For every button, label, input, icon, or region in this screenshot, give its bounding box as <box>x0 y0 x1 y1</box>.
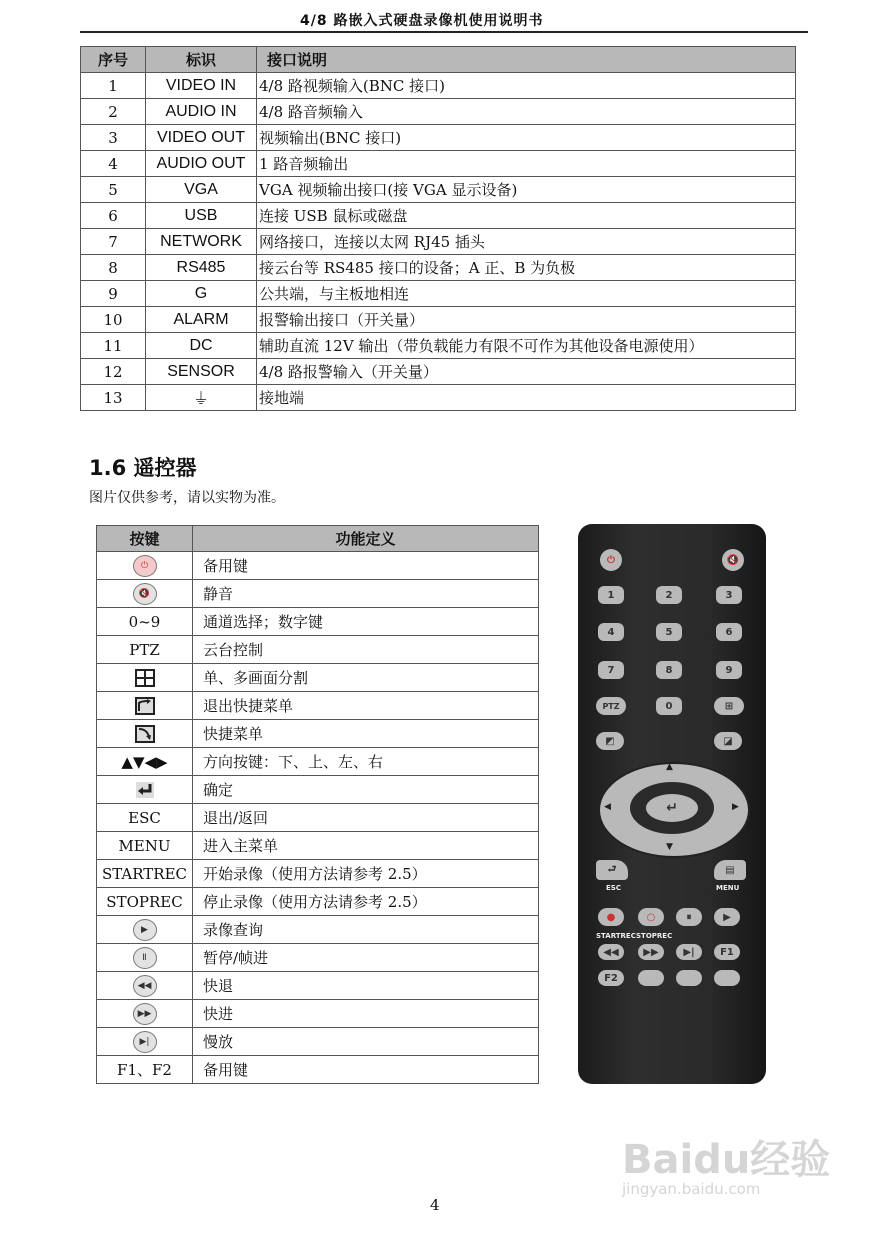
remote-blank-button-1 <box>638 970 664 986</box>
rewind-icon: ◀◀ <box>133 976 157 994</box>
port-number: 8 <box>81 255 146 281</box>
remote-mute-icon: 🔇 <box>722 549 744 571</box>
remote-keys-table <box>96 525 539 1084</box>
play-icon: ▶ <box>133 920 157 938</box>
port-identifier: AUDIO OUT <box>146 151 257 177</box>
remote-startrec-button: ● <box>598 908 624 926</box>
key-function: 进入主菜单 <box>193 832 539 860</box>
key-icon-cell <box>97 776 193 804</box>
remote-rewind-button: ◀◀ <box>598 944 624 960</box>
key-icon-cell <box>97 692 193 720</box>
remote-power-icon: ⏻ <box>600 549 622 571</box>
table-row <box>97 944 539 972</box>
key-function: 慢放 <box>193 1028 539 1056</box>
table-row <box>97 608 539 636</box>
table-row <box>97 720 539 748</box>
remote-up-arrow-icon: ▲ <box>666 762 673 772</box>
port-identifier: VIDEO IN <box>146 73 257 99</box>
port-identifier: AUDIO IN <box>146 99 257 125</box>
remote-blank-button-2 <box>676 970 702 986</box>
header-id: 标识 <box>146 47 257 73</box>
header-title: 4/8 路嵌入式硬盘录像机使用说明书 <box>300 13 544 29</box>
table-row <box>81 255 796 281</box>
remote-slow-play-button: ▶| <box>676 944 702 960</box>
remote-key-1: 1 <box>598 586 624 604</box>
key-function: 云台控制 <box>193 636 539 664</box>
port-identifier: VGA <box>146 177 257 203</box>
port-identifier: USB <box>146 203 257 229</box>
port-description: 辅助直流 12V 输出（带负载能力有限不可作为其他设备电源使用） <box>257 333 796 359</box>
key-function: 确定 <box>193 776 539 804</box>
key-function: 方向按键：下、上、左、右 <box>193 748 539 776</box>
ports-table <box>80 46 796 411</box>
table-row <box>97 1028 539 1056</box>
remote-esc-button: ⮐ <box>596 860 628 880</box>
header-desc: 接口说明 <box>257 47 796 73</box>
port-number: 11 <box>81 333 146 359</box>
remote-key-8: 8 <box>656 661 682 679</box>
port-description: 报警输出接口（开关量） <box>257 307 796 333</box>
header-function: 功能定义 <box>193 526 539 552</box>
key-label: STOPREC <box>97 888 193 916</box>
multi-screen-icon <box>135 668 155 686</box>
keys-table-header <box>97 526 539 552</box>
remote-f2-button: F2 <box>598 970 624 986</box>
remote-exit-shortcut-icon: ◩ <box>596 732 624 750</box>
remote-f1-button: F1 <box>714 944 740 960</box>
port-identifier: NETWORK <box>146 229 257 255</box>
table-row <box>97 664 539 692</box>
remote-key-5: 5 <box>656 623 682 641</box>
port-description: VGA 视频输出接口(接 VGA 显示设备) <box>257 177 796 203</box>
key-function: 备用键 <box>193 552 539 580</box>
remote-stoprec-button: ○ <box>638 908 664 926</box>
header-key: 按键 <box>97 526 193 552</box>
key-icon-cell <box>97 916 193 944</box>
remote-key-7: 7 <box>598 661 624 679</box>
key-function: 单、多画面分割 <box>193 664 539 692</box>
table-row <box>97 804 539 832</box>
table-row <box>97 580 539 608</box>
key-function: 录像查询 <box>193 916 539 944</box>
port-number: 1 <box>81 73 146 99</box>
port-identifier: ALARM <box>146 307 257 333</box>
ports-table-header <box>81 47 796 73</box>
table-row <box>81 229 796 255</box>
port-number: 4 <box>81 151 146 177</box>
mute-icon: 🔇 <box>133 584 157 602</box>
table-row <box>81 99 796 125</box>
remote-multi-screen-icon: ⊞ <box>714 697 744 715</box>
remote-blank-button-3 <box>714 970 740 986</box>
key-function: 开始录像（使用方法请参考 2.5） <box>193 860 539 888</box>
key-function: 退出快捷菜单 <box>193 692 539 720</box>
port-description: 接地端 <box>257 385 796 411</box>
remote-key-6: 6 <box>716 623 742 641</box>
port-number: 6 <box>81 203 146 229</box>
table-row <box>97 692 539 720</box>
key-function: 停止录像（使用方法请参考 2.5） <box>193 888 539 916</box>
remote-key-4: 4 <box>598 623 624 641</box>
table-row <box>81 359 796 385</box>
port-number: 7 <box>81 229 146 255</box>
key-icon-cell <box>97 552 193 580</box>
port-description: 公共端，与主板地相连 <box>257 281 796 307</box>
key-label: 0~9 <box>97 608 193 636</box>
key-label: PTZ <box>97 636 193 664</box>
table-row <box>81 203 796 229</box>
port-description: 4/8 路报警输入（开关量） <box>257 359 796 385</box>
enter-icon <box>135 780 155 798</box>
key-function: 退出/返回 <box>193 804 539 832</box>
fast-forward-icon: ▶▶ <box>133 1004 157 1022</box>
remote-esc-label: ESC <box>606 884 621 892</box>
key-icon-cell <box>97 580 193 608</box>
remote-stoprec-label: STOPREC <box>636 932 673 940</box>
table-row <box>81 151 796 177</box>
key-label: ESC <box>97 804 193 832</box>
port-number: 3 <box>81 125 146 151</box>
port-number: 10 <box>81 307 146 333</box>
table-row <box>81 73 796 99</box>
port-identifier: DC <box>146 333 257 359</box>
port-number: 9 <box>81 281 146 307</box>
port-identifier: VIDEO OUT <box>146 125 257 151</box>
key-icon-cell <box>97 972 193 1000</box>
port-description: 4/8 路音频输入 <box>257 99 796 125</box>
table-row <box>81 333 796 359</box>
port-number: 13 <box>81 385 146 411</box>
remote-key-0: 0 <box>656 697 682 715</box>
table-row <box>97 832 539 860</box>
header-rule <box>80 31 808 33</box>
watermark-brand: Baidu经验 <box>622 1137 831 1183</box>
key-function: 通道选择；数字键 <box>193 608 539 636</box>
port-number: 5 <box>81 177 146 203</box>
shortcut-menu-icon <box>135 724 155 742</box>
remote-left-arrow-icon: ◀ <box>604 802 611 812</box>
remote-menu-button: ▤ <box>714 860 746 880</box>
key-function: 快捷菜单 <box>193 720 539 748</box>
table-row <box>97 860 539 888</box>
remote-shortcut-menu-icon: ◪ <box>714 732 742 750</box>
watermark-url: jingyan.baidu.com <box>622 1180 761 1198</box>
key-icon-cell <box>97 1000 193 1028</box>
table-row <box>81 177 796 203</box>
table-row <box>97 972 539 1000</box>
key-label: F1、F2 <box>97 1056 193 1084</box>
table-row <box>97 888 539 916</box>
remote-enter-icon: ↵ <box>646 794 698 822</box>
remote-fast-forward-button: ▶▶ <box>638 944 664 960</box>
table-row <box>81 385 796 411</box>
port-number: 2 <box>81 99 146 125</box>
key-function: 快退 <box>193 972 539 1000</box>
table-row <box>97 916 539 944</box>
remote-key-ptz: PTZ <box>596 697 626 715</box>
remote-menu-label: MENU <box>716 884 740 892</box>
key-label: ▲▼◀▶ <box>97 748 193 776</box>
port-description: 视频输出(BNC 接口) <box>257 125 796 151</box>
table-row <box>81 125 796 151</box>
remote-key-2: 2 <box>656 586 682 604</box>
remote-key-9: 9 <box>716 661 742 679</box>
key-icon-cell <box>97 664 193 692</box>
table-row <box>81 281 796 307</box>
key-label: STARTREC <box>97 860 193 888</box>
header-no: 序号 <box>81 47 146 73</box>
key-icon-cell <box>97 1028 193 1056</box>
key-function: 暂停/帧进 <box>193 944 539 972</box>
port-description: 1 路音频输出 <box>257 151 796 177</box>
power-icon: ⏻ <box>133 556 157 574</box>
slow-play-icon: ▶| <box>133 1032 157 1050</box>
remote-key-3: 3 <box>716 586 742 604</box>
table-row <box>97 776 539 804</box>
table-row <box>97 636 539 664</box>
port-description: 接云台等 RS485 接口的设备；A 正、B 为负极 <box>257 255 796 281</box>
port-identifier: SENSOR <box>146 359 257 385</box>
key-label: MENU <box>97 832 193 860</box>
exit-shortcut-icon <box>135 696 155 714</box>
remote-control-image <box>578 524 766 1084</box>
table-row <box>97 748 539 776</box>
key-function: 备用键 <box>193 1056 539 1084</box>
section-title: 1.6 遥控器 <box>89 456 197 480</box>
port-description: 4/8 路视频输入(BNC 接口) <box>257 73 796 99</box>
table-row <box>97 1000 539 1028</box>
key-function: 快进 <box>193 1000 539 1028</box>
key-icon-cell <box>97 720 193 748</box>
key-icon-cell <box>97 944 193 972</box>
table-row <box>81 307 796 333</box>
table-row <box>97 552 539 580</box>
port-identifier: ⏚ <box>146 385 257 411</box>
remote-down-arrow-icon: ▼ <box>666 842 673 852</box>
port-identifier: G <box>146 281 257 307</box>
page-number: 4 <box>430 1196 440 1214</box>
port-description: 连接 USB 鼠标或磁盘 <box>257 203 796 229</box>
section-note: 图片仅供参考，请以实物为准。 <box>89 490 285 506</box>
key-function: 静音 <box>193 580 539 608</box>
remote-play-button: ▶ <box>714 908 740 926</box>
table-row <box>97 1056 539 1084</box>
port-identifier: RS485 <box>146 255 257 281</box>
remote-startrec-label: STARTREC <box>596 932 636 940</box>
remote-pause-button: ⏸ <box>676 908 702 926</box>
remote-right-arrow-icon: ▶ <box>732 802 739 812</box>
port-number: 12 <box>81 359 146 385</box>
port-description: 网络接口，连接以太网 RJ45 插头 <box>257 229 796 255</box>
pause-icon: Ⅱ <box>133 948 157 966</box>
